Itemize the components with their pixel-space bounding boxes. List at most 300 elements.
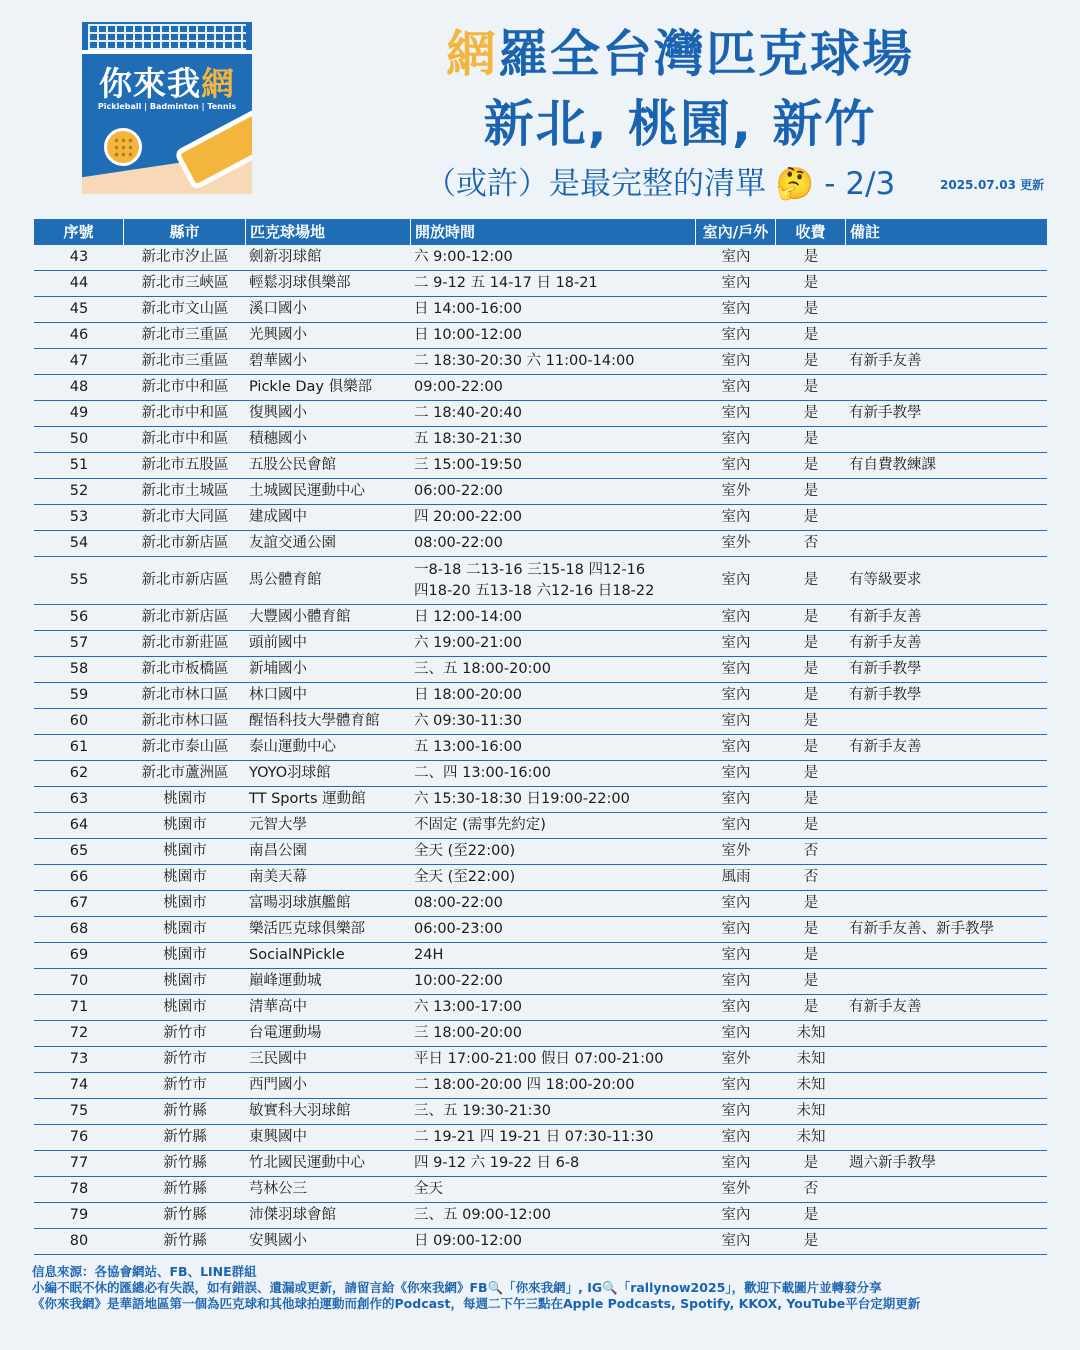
row-city: 新竹縣: [163, 1129, 207, 1145]
table-row: [34, 657, 1047, 683]
row-type: 風雨: [721, 869, 751, 885]
row-city: 新北市三重區: [141, 327, 229, 343]
row-hours: 六 13:00-17:00: [414, 999, 522, 1015]
row-hours: 平日 17:00-21:00 假日 07:00-21:00: [414, 1051, 664, 1067]
row-city: 桃園市: [163, 843, 207, 859]
row-hours: 全天 (至22:00): [414, 869, 516, 885]
row-type: 室內: [721, 739, 751, 755]
row-note: [846, 1125, 1047, 1150]
table-row: [34, 349, 1047, 375]
row-type: 室內: [721, 509, 751, 525]
row-hours: 09:00-22:00: [414, 379, 503, 395]
row-hours: 全天: [414, 1181, 443, 1197]
row-city: 新北市新莊區: [141, 635, 229, 651]
row-type: 室內: [721, 895, 751, 911]
row-note: 有等級要求: [849, 572, 922, 588]
row-venue: 大豐國小體育館: [249, 609, 351, 625]
table-row: [34, 505, 1047, 531]
row-type: 室內: [721, 1155, 751, 1171]
row-note: 有新手友善: [849, 609, 922, 625]
row-venue: 元智大學: [249, 817, 307, 833]
row-note: 有新手教學: [849, 405, 922, 421]
row-venue: 林口國中: [249, 687, 307, 703]
row-fee: 是: [803, 353, 819, 369]
row-type: 室內: [721, 635, 751, 651]
row-venue: 南昌公園: [249, 843, 307, 859]
row-hours: 六 09:30-11:30: [414, 713, 522, 729]
row-fee: 未知: [796, 1129, 826, 1145]
logo-subtitle: Pickleball | Badminton | Tennis: [97, 102, 237, 111]
table-row: [34, 1229, 1047, 1255]
row-note: [846, 787, 1047, 812]
row-venue: 溪口國小: [249, 301, 307, 317]
row-venue: 清華高中: [249, 999, 307, 1015]
row-city: 新竹縣: [163, 1233, 207, 1249]
row-fee: 是: [803, 661, 819, 677]
table-row: [34, 917, 1047, 943]
row-venue: 積穗國小: [249, 431, 307, 447]
row-venue: 頭前國中: [249, 635, 307, 651]
row-fee: 是: [803, 635, 819, 651]
row-number: 60: [69, 713, 89, 729]
row-number: 46: [69, 327, 89, 343]
row-fee: 是: [803, 765, 819, 781]
row-fee: 是: [803, 509, 819, 525]
row-venue: 巔峰運動城: [249, 973, 322, 989]
row-city: 新北市板橋區: [141, 661, 229, 677]
row-venue: 東興國中: [249, 1129, 307, 1145]
row-city: 新竹縣: [163, 1103, 207, 1119]
table-row: [34, 865, 1047, 891]
row-fee: 否: [803, 869, 819, 885]
row-fee: 否: [803, 843, 819, 859]
page-title: [340, 14, 1020, 86]
row-type: 室外: [721, 535, 751, 551]
region-title: 新北, 桃園, 新竹: [483, 95, 877, 153]
row-type: 室內: [721, 275, 751, 291]
row-number: 51: [69, 457, 89, 473]
row-venue: Pickle Day 俱樂部: [249, 379, 373, 395]
row-fee: 是: [803, 895, 819, 911]
row-fee: 是: [803, 687, 819, 703]
row-number: 63: [69, 791, 89, 807]
row-hours-line1: 一8-18 二13-16 三15-18 四12-16: [414, 561, 646, 578]
row-number: 53: [69, 509, 89, 525]
header-hours: 開放時間: [411, 219, 696, 245]
row-city: 新竹縣: [163, 1207, 207, 1223]
table-row: [34, 1073, 1047, 1099]
row-hours: 日 18:00-20:00: [414, 687, 522, 703]
table-row: [34, 1203, 1047, 1229]
row-venue: 輕鬆羽球俱樂部: [249, 275, 351, 291]
row-note: [846, 1047, 1047, 1072]
row-number: 58: [69, 661, 89, 677]
row-hours: 06:00-23:00: [414, 921, 503, 937]
row-type: 室內: [721, 609, 751, 625]
row-fee: 是: [803, 301, 819, 317]
row-type: 室內: [721, 947, 751, 963]
row-hours: 三、五 09:00-12:00: [414, 1207, 551, 1223]
row-city: 新北市文山區: [141, 301, 229, 317]
row-venue: 碧華國小: [249, 353, 307, 369]
row-city: 桃園市: [163, 895, 207, 911]
row-note: [846, 709, 1047, 734]
row-note: [846, 245, 1047, 270]
row-venue: 敏實科大羽球館: [249, 1103, 351, 1119]
row-note: [846, 1073, 1047, 1098]
row-city: 新北市林口區: [141, 687, 229, 703]
row-number: 56: [69, 609, 89, 625]
table-row: [34, 427, 1047, 453]
row-venue: 安興國小: [249, 1233, 307, 1249]
table-row: [34, 479, 1047, 505]
row-city: 新北市汐止區: [141, 249, 229, 265]
row-fee: 是: [803, 947, 819, 963]
row-type: 室內: [721, 431, 751, 447]
row-type: 室內: [721, 1129, 751, 1145]
row-city: 新北市三重區: [141, 353, 229, 369]
table-row: [34, 995, 1047, 1021]
row-venue: 馬公體育館: [249, 572, 322, 588]
row-venue: TT Sports 運動館: [249, 791, 366, 807]
table-row: [34, 813, 1047, 839]
row-number: 67: [69, 895, 89, 911]
row-note: [846, 297, 1047, 322]
row-hours: 六 9:00-12:00: [414, 249, 513, 265]
row-fee: 是: [803, 713, 819, 729]
row-city: 新北市五股區: [141, 457, 229, 473]
row-number: 76: [69, 1129, 89, 1145]
row-fee: 是: [803, 817, 819, 833]
row-venue: 南美天幕: [249, 869, 307, 885]
row-city: 新北市三峽區: [141, 275, 229, 291]
row-city: 新竹市: [163, 1077, 207, 1093]
logo-title: [82, 58, 252, 105]
row-number: 65: [69, 843, 89, 859]
table-row: [34, 401, 1047, 427]
header-no: 序號: [34, 219, 124, 245]
row-number: 54: [69, 535, 89, 551]
header-note: 備註: [850, 223, 881, 241]
table-row: [34, 943, 1047, 969]
row-type: 室內: [721, 687, 751, 703]
row-note: 有新手教學: [849, 687, 922, 703]
row-fee: 是: [803, 1155, 819, 1171]
row-note: [846, 531, 1047, 556]
net-top-bar: [82, 50, 252, 54]
row-fee: 否: [803, 1181, 819, 1197]
table-row: [34, 1021, 1047, 1047]
row-fee: 是: [803, 275, 819, 291]
table-row: [34, 891, 1047, 917]
row-type: 室內: [721, 327, 751, 343]
table-row: [34, 709, 1047, 735]
row-fee: 是: [803, 379, 819, 395]
row-fee: 是: [803, 483, 819, 499]
row-note: [846, 839, 1047, 864]
row-city: 新竹市: [163, 1051, 207, 1067]
row-type: 室外: [721, 1181, 751, 1197]
row-type: 室內: [721, 249, 751, 265]
row-note: 有新手教學: [849, 661, 922, 677]
venue-table: [34, 219, 1047, 1255]
row-note: 有新手友善: [849, 353, 922, 369]
row-city: 新北市泰山區: [141, 739, 229, 755]
row-type: 室內: [721, 572, 751, 588]
row-fee: 未知: [796, 1077, 826, 1093]
row-note: [846, 375, 1047, 400]
table-row: [34, 531, 1047, 557]
row-type: 室內: [721, 1025, 751, 1041]
row-hours: 二 18:00-20:00 四 18:00-20:00: [414, 1077, 635, 1093]
row-number: 77: [69, 1155, 89, 1171]
table-row: [34, 271, 1047, 297]
row-hours: 08:00-22:00: [414, 535, 503, 551]
row-number: 66: [69, 869, 89, 885]
row-type: 室內: [721, 1233, 751, 1249]
row-hours: 全天 (至22:00): [414, 843, 516, 859]
table-row: [34, 787, 1047, 813]
row-type: 室內: [721, 353, 751, 369]
row-venue: 友誼交通公園: [249, 535, 336, 551]
row-hours: 四 9-12 六 19-22 日 6-8: [414, 1155, 580, 1171]
row-hours: 三 18:00-20:00: [414, 1025, 522, 1041]
row-city: 桃園市: [163, 921, 207, 937]
row-hours: 六 15:30-18:30 日19:00-22:00: [414, 791, 630, 807]
row-fee: 是: [803, 609, 819, 625]
row-number: 48: [69, 379, 89, 395]
logo-title-accent: 網: [201, 64, 235, 103]
row-note: [846, 1177, 1047, 1202]
table-row: [34, 375, 1047, 401]
row-number: 43: [69, 249, 89, 265]
row-city: 新竹縣: [163, 1155, 207, 1171]
row-note: [846, 943, 1047, 968]
row-fee: 是: [803, 1207, 819, 1223]
row-city: 新竹市: [163, 1025, 207, 1041]
row-note: [846, 1203, 1047, 1228]
row-city: 新竹縣: [163, 1181, 207, 1197]
table-row: [34, 323, 1047, 349]
row-type: 室內: [721, 1207, 751, 1223]
podcast-logo: [82, 22, 252, 194]
row-type: 室內: [721, 405, 751, 421]
row-hours: 08:00-22:00: [414, 895, 503, 911]
header-city: 縣市: [124, 219, 246, 245]
row-fee: 未知: [796, 1103, 826, 1119]
table-row: [34, 605, 1047, 631]
row-type: 室外: [721, 1051, 751, 1067]
row-venue: 芎林公三: [249, 1181, 307, 1197]
row-fee: 是: [803, 572, 819, 588]
table-header: [34, 219, 1047, 245]
row-note: [846, 969, 1047, 994]
row-number: 80: [69, 1233, 89, 1249]
row-note: [846, 1229, 1047, 1254]
row-fee: 是: [803, 249, 819, 265]
row-hours: 六 19:00-21:00: [414, 635, 522, 651]
row-note: [846, 813, 1047, 838]
row-hours: 24H: [414, 947, 444, 963]
table-row: [34, 969, 1047, 995]
row-number: 55: [69, 572, 89, 588]
footer-source: 信息來源：各協會網站、FB、LINE群組: [32, 1264, 257, 1279]
update-date: 2025.07.03 更新: [940, 178, 1045, 192]
row-hours: 日 12:00-14:00: [414, 609, 522, 625]
row-number: 52: [69, 483, 89, 499]
row-number: 61: [69, 739, 89, 755]
row-hours: 日 10:00-12:00: [414, 327, 522, 343]
row-hours: 06:00-22:00: [414, 483, 503, 499]
row-type: 室內: [721, 1077, 751, 1093]
row-hours: 三、五 18:00-20:00: [414, 661, 551, 677]
row-number: 68: [69, 921, 89, 937]
row-type: 室內: [721, 817, 751, 833]
table-row: [34, 1099, 1047, 1125]
row-venue: 竹北國民運動中心: [249, 1155, 365, 1171]
row-number: 74: [69, 1077, 89, 1093]
row-venue: YOYO羽球館: [249, 765, 331, 781]
row-note: [846, 1099, 1047, 1124]
row-number: 47: [69, 353, 89, 369]
row-hours: 日 09:00-12:00: [414, 1233, 522, 1249]
row-note: 有新手友善: [849, 739, 922, 755]
table-row: [34, 1047, 1047, 1073]
row-venue: 五股公民會館: [249, 457, 336, 473]
row-city: 新北市土城區: [141, 483, 229, 499]
row-city: 桃園市: [163, 947, 207, 963]
header-fee: 收費: [776, 219, 846, 245]
table-row: [34, 245, 1047, 271]
row-note: [846, 427, 1047, 452]
row-note: [846, 761, 1047, 786]
row-note: 週六新手教學: [849, 1155, 936, 1171]
table-row: [34, 735, 1047, 761]
row-number: 50: [69, 431, 89, 447]
row-type: 室內: [721, 301, 751, 317]
row-number: 73: [69, 1051, 89, 1067]
row-number: 49: [69, 405, 89, 421]
row-number: 79: [69, 1207, 89, 1223]
row-hours: 四 20:00-22:00: [414, 509, 522, 525]
row-fee: 是: [803, 791, 819, 807]
row-hours: 三、五 19:30-21:30: [414, 1103, 551, 1119]
row-number: 59: [69, 687, 89, 703]
row-number: 57: [69, 635, 89, 651]
row-venue: 建成國中: [249, 509, 307, 525]
row-city: 新北市中和區: [141, 431, 229, 447]
row-number: 64: [69, 817, 89, 833]
row-venue: 劍新羽球館: [249, 249, 322, 265]
header-venue: 匹克球場地: [246, 219, 411, 245]
row-hours: 不固定 (需事先約定): [414, 817, 546, 833]
row-fee: 是: [803, 921, 819, 937]
title-accent: 網: [446, 25, 498, 83]
row-note: [846, 891, 1047, 916]
table-row: [34, 1151, 1047, 1177]
row-fee: 是: [803, 457, 819, 473]
row-hours: 三 15:00-19:50: [414, 457, 522, 473]
table-row: [34, 297, 1047, 323]
row-venue: 三民國中: [249, 1051, 307, 1067]
row-city: 新北市中和區: [141, 379, 229, 395]
table-row: [34, 453, 1047, 479]
row-city: 新北市蘆洲區: [141, 765, 229, 781]
table-body: [34, 245, 1047, 1255]
table-row: [34, 1125, 1047, 1151]
row-type: 室外: [721, 843, 751, 859]
row-city: 新北市新店區: [141, 535, 229, 551]
row-type: 室內: [721, 661, 751, 677]
net-icon: [88, 24, 246, 50]
row-type: 室內: [721, 921, 751, 937]
row-note: 有自費教練課: [849, 457, 936, 473]
table-row: [34, 683, 1047, 709]
table-row: [34, 557, 1047, 605]
page-subtitle: （或許）是最完整的清單 🤔 - 2/3: [425, 166, 896, 202]
row-hours: 二 9-12 五 14-17 日 18-21: [414, 275, 598, 291]
footer-podcast-info: 《你來我網》是華語地區第一個為匹克球和其他球拍運動而創作的Podcast，每週二下午三點在Apple Podcasts, Spotify, KKOX, YouTube平台定期更新: [32, 1296, 921, 1311]
row-hours-line2: 四18-20 五13-18 六12-16 日18-22: [414, 582, 655, 599]
row-number: 71: [69, 999, 89, 1015]
row-fee: 未知: [796, 1051, 826, 1067]
row-city: 新北市新店區: [141, 609, 229, 625]
row-number: 62: [69, 765, 89, 781]
row-note: [846, 271, 1047, 296]
row-type: 室內: [721, 713, 751, 729]
row-venue: 台電運動場: [249, 1025, 322, 1041]
row-number: 75: [69, 1103, 89, 1119]
row-hours: [411, 557, 696, 604]
row-type: 室內: [721, 457, 751, 473]
row-venue: 復興國小: [249, 405, 307, 421]
pickleball-icon: [104, 128, 142, 166]
row-type: 室內: [721, 791, 751, 807]
row-hours: 二 18:40-20:40: [414, 405, 522, 421]
table-row: [34, 839, 1047, 865]
row-note: [846, 479, 1047, 504]
row-city: 桃園市: [163, 817, 207, 833]
row-fee: 是: [803, 739, 819, 755]
footer: [32, 1264, 1062, 1312]
row-note: [846, 1021, 1047, 1046]
row-number: 69: [69, 947, 89, 963]
row-hours: 二 18:30-20:30 六 11:00-14:00: [414, 353, 635, 369]
row-number: 45: [69, 301, 89, 317]
row-hours: 二、四 13:00-16:00: [414, 765, 551, 781]
header-type: 室內/戶外: [696, 219, 776, 245]
row-city: 桃園市: [163, 999, 207, 1015]
row-city: 桃園市: [163, 973, 207, 989]
row-fee: 未知: [796, 1025, 826, 1041]
title-rest: 羅全台灣匹克球場: [498, 25, 914, 83]
row-fee: 是: [803, 999, 819, 1015]
row-city: 新北市中和區: [141, 405, 229, 421]
row-hours: 五 13:00-16:00: [414, 739, 522, 755]
row-note: [846, 323, 1047, 348]
row-type: 室內: [721, 973, 751, 989]
row-hours: 日 14:00-16:00: [414, 301, 522, 317]
row-type: 室內: [721, 765, 751, 781]
row-number: 44: [69, 275, 89, 291]
row-venue: 富暘羽球旗艦館: [249, 895, 351, 911]
row-venue: 新埔國小: [249, 661, 307, 677]
row-type: 室內: [721, 379, 751, 395]
row-city: 新北市新店區: [141, 572, 229, 588]
table-row: [34, 761, 1047, 787]
row-fee: 是: [803, 327, 819, 343]
row-venue: 土城國民運動中心: [249, 483, 365, 499]
